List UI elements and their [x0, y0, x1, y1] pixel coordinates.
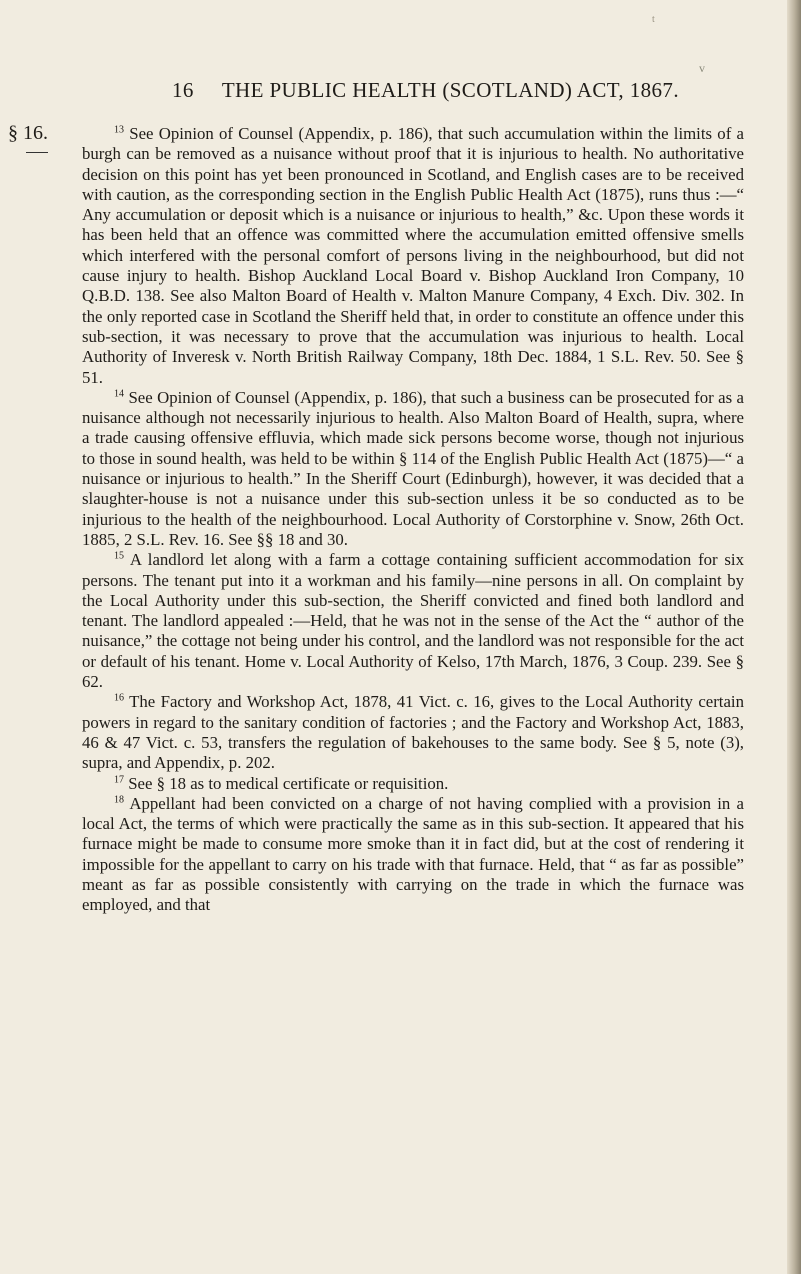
page-number: 16 — [172, 78, 194, 102]
footnote-number: 13 — [114, 124, 124, 136]
running-header — [172, 78, 679, 103]
footnote-15 — [82, 550, 744, 692]
footnote-text: A landlord let along with a farm a cottage containing sufficient accommodation for six persons. The tenant put into it a workman and his family—nine persons in all. On complaint by the Local Authority under this sub-section, the Sheriff convicted and fined both landlord and tenant. The landlord appealed :—Held, that he was not in the sense of the Act the “ author of the nuisance,” the cottage not being under his control, and the landlord was not responsible for the act or default of his tenant. Home v. Local Authority of Kelso, 17th March, 1876, 3 Coup. 239. See § 62. — [82, 550, 744, 692]
footnotes-body — [82, 124, 744, 916]
section-label: § 16. — [8, 122, 48, 144]
footnote-number: 16 — [114, 692, 124, 704]
footnote-number: 15 — [114, 550, 124, 562]
running-title: THE PUBLIC HEALTH (SCOTLAND) ACT, 1867. — [221, 78, 679, 102]
footnote-16 — [82, 692, 744, 773]
footnote-17 — [82, 774, 744, 794]
footnote-13 — [82, 124, 744, 388]
margin-mark-v: v — [699, 61, 705, 75]
footnote-18 — [82, 794, 744, 916]
section-dash — [26, 152, 48, 153]
footnote-text: The Factory and Workshop Act, 1878, 41 Vict. c. 16, gives to the Local Authority certain powers in regard to the sanitary condition of factories ; and the Factory and Workshop Act, 1883, 46 & 47 Vict. c. 53, transfers the regulation of bakehouses to the same body. See § 5, note (3), supra, and Appendix, p. 202. — [82, 692, 744, 773]
footnote-number: 18 — [114, 794, 124, 806]
footnote-text: See Opinion of Counsel (Appendix, p. 186), that such accumulation within the limits of a burgh can be removed as a nuisance without proof that it is injurious to health. No authoritative decision on this point has yet been pronounced in Scotland, and English cases are to be received with caution, as the corresponding section in the English Public Health Act (1875), runs thus :—“ Any accumulation or deposit which is a nuisance or injurious to health,” &c. Upon these words it has been held that an offence was committed where the accumulation emitted offensive smells which interfered with the personal comfort of persons living in the neighbourhood, but did not cause injury to health. Bishop Auckland Local Board v. Bishop Auckland Iron Company, 10 Q.B.D. 138. See also Malton Board of Health v. Malton Manure Company, 4 Exch. Div. 302. In the only reported case in Scotland the Sheriff held that, in order to constitute an offence under this sub-section, it was necessary to prove that the accumulation was injurious to health. Local Authority of Inveresk v. North British Railway Company, 18th Dec. 1884, 1 S.L. Rev. 50. See § 51. — [82, 124, 744, 387]
page-edge-shadow — [787, 0, 801, 1274]
footnote-text: See Opinion of Counsel (Appendix, p. 186), that such a business can be prosecuted for as a nuisance although not necessarily injurious to health. Also Malton Board of Health, supra, where a trade causing offensive effluvia, which made sick persons become worse, though not injurious to those in sound health, was held to be within § 114 of the English Public Health Act (1875)—“ a nuisance or injurious to health.” In the Sheriff Court (Edinburgh), however, it was decided that a slaughter-house is not a nuisance under this sub-section unless it be so conducted as to be injurious to the health of the neighbourhood. Local Authority of Corstorphine v. Snow, 26th Oct. 1885, 2 S.L. Rev. 16. See §§ 18 and 30. — [82, 387, 744, 549]
footnote-text: Appellant had been convicted on a charge of not having complied with a provision in a local Act, the terms of which were practically the same as in this sub-section. It appeared that his furnace might be made to consume more smoke than it in fact did, but at the cost of rendering it impossible for the appellant to carry on his trade with that furnace. Held, that “ as far as possible” meant as far as possible consistently with carrying on the trade in which the furnace was employed, and that — [82, 793, 744, 915]
footnote-14 — [82, 388, 744, 550]
footnote-text: See § 18 as to medical certificate or requisition. — [128, 773, 449, 793]
margin-mark-top: t — [652, 14, 655, 25]
footnote-number: 14 — [114, 388, 124, 400]
footnote-number: 17 — [114, 773, 124, 785]
